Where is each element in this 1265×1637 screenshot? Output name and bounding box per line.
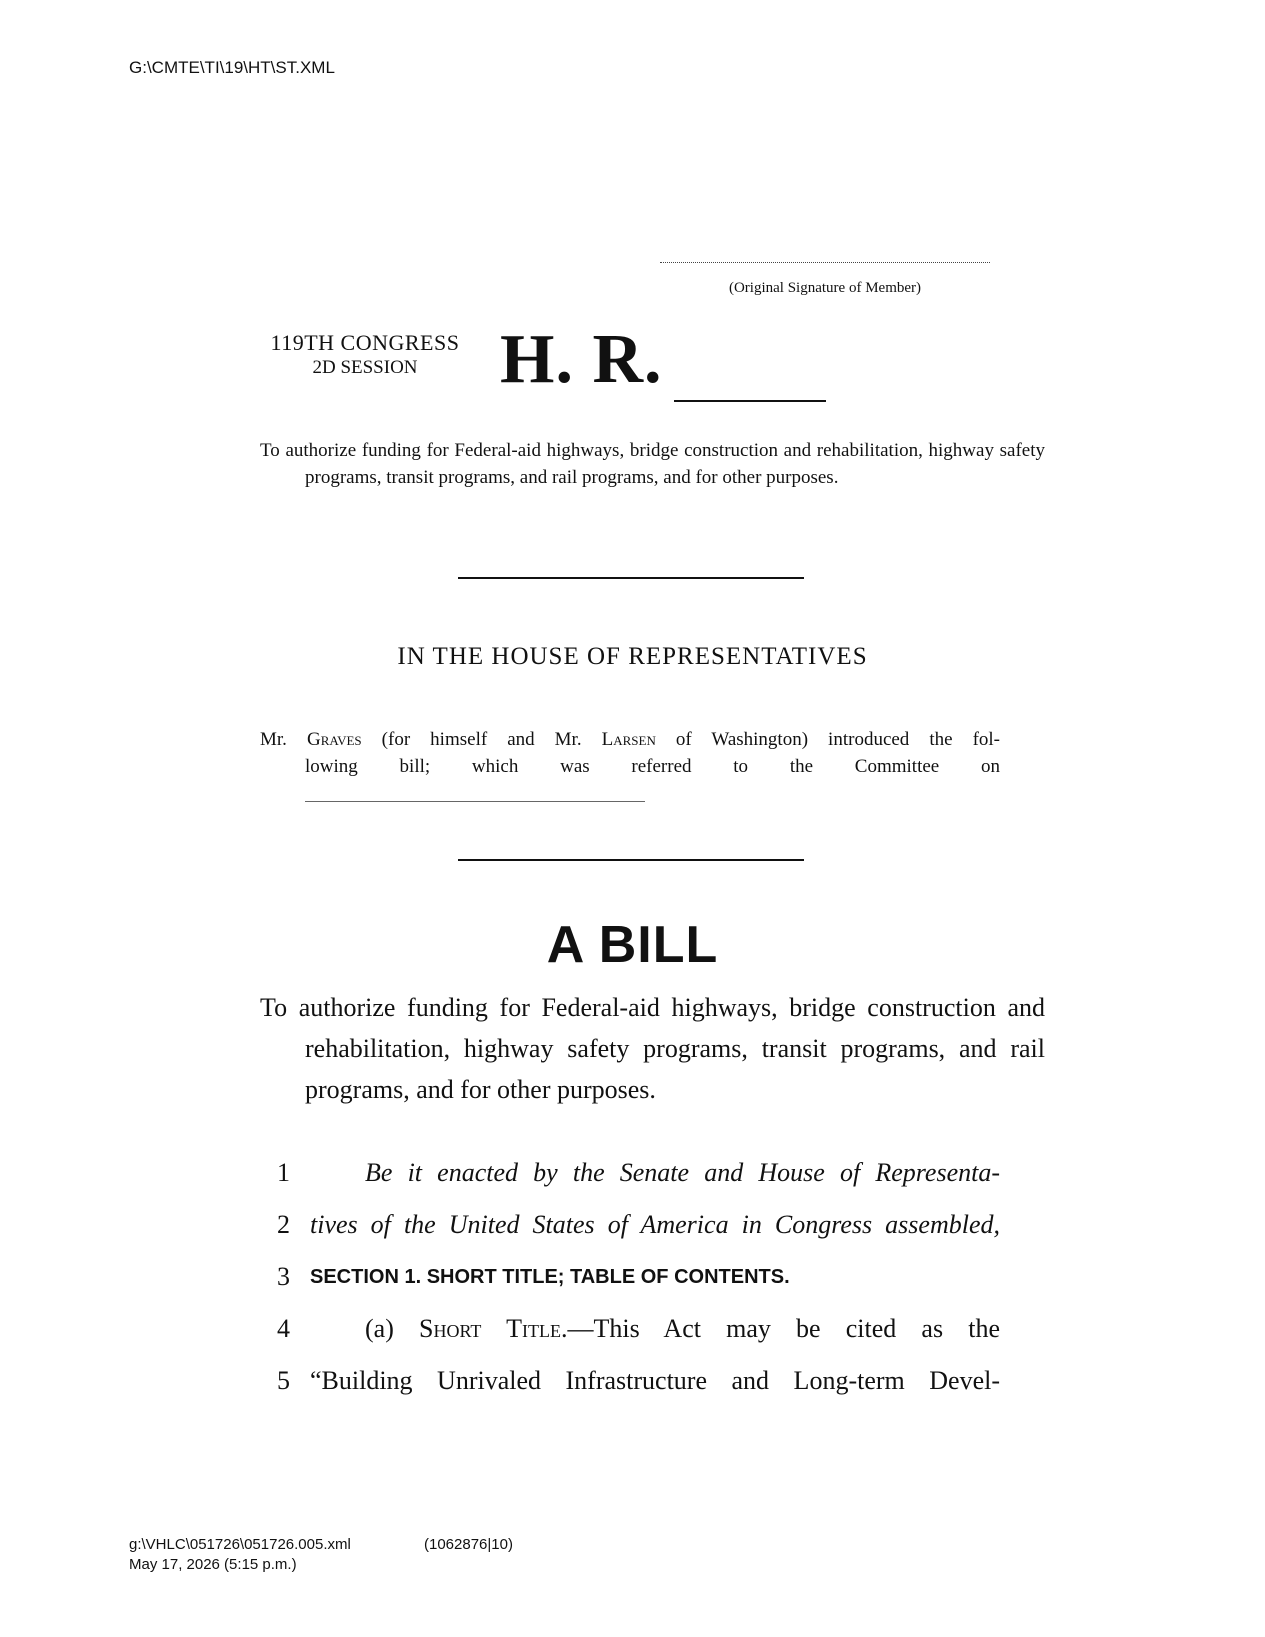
introduction-statement bbox=[260, 726, 1000, 780]
bill-text-line bbox=[260, 1257, 1000, 1297]
congress-number: 119TH CONGRESS bbox=[270, 330, 460, 355]
introduction-line-2: lowing bill; which was referred to the Committee on bbox=[305, 756, 1000, 777]
signature-caption: (Original Signature of Member) bbox=[728, 280, 922, 296]
divider-rule bbox=[458, 859, 804, 861]
signature-line bbox=[660, 262, 990, 263]
intro-suffix: of Washington) introduced the fol- bbox=[675, 729, 1001, 750]
line-number: 2 bbox=[277, 1210, 290, 1239]
line-text: Be it enacted by the Senate and House of Representa- bbox=[365, 1158, 1000, 1187]
session-number: 2D SESSION bbox=[312, 357, 418, 378]
section-heading: SECTION 1. SHORT TITLE; TABLE OF CONTENTS. bbox=[310, 1266, 790, 1288]
chamber-heading: IN THE HOUSE OF REPRESENTATIVES bbox=[397, 643, 868, 670]
intro-middle: (for himself and Mr. bbox=[381, 729, 582, 750]
sponsor-name: Graves bbox=[306, 729, 362, 750]
bill-long-title: To authorize funding for Federal-aid highways, bridge construction and rehabilitation, highway safety programs, transit programs, and rail programs, and for other purposes. bbox=[260, 993, 1045, 1104]
subsection-label: (a) bbox=[365, 1314, 394, 1343]
bill-summary: To authorize funding for Federal-aid highways, bridge construction and rehabilitation, highway safety programs, transit programs, and rail programs, and for other purposes. bbox=[260, 440, 1045, 488]
bill-text-line bbox=[260, 1309, 1000, 1349]
congress-session-block bbox=[250, 330, 480, 380]
bill-text-line bbox=[260, 1205, 1000, 1245]
bill-text-line bbox=[260, 1361, 1000, 1401]
line-text: “Building Unrivaled Infrastructure and Long-term Devel- bbox=[310, 1366, 1000, 1395]
line-number: 1 bbox=[277, 1158, 290, 1187]
line-number: 3 bbox=[277, 1262, 290, 1291]
file-path: G:\CMTE\TI\19\HT\ST.XML bbox=[129, 58, 335, 77]
subsection-text: .—This Act may be cited as the bbox=[560, 1314, 1000, 1343]
line-text: tives of the United States of America in Congress assembled, bbox=[310, 1210, 1000, 1239]
bill-number-blank bbox=[674, 400, 826, 402]
footer-date: May 17, 2026 (5:15 p.m.) bbox=[129, 1556, 297, 1573]
footer-file-path: g:\VHLC\051726\051726.005.xml bbox=[129, 1536, 351, 1553]
divider-rule bbox=[458, 577, 804, 579]
introduction-line-1 bbox=[260, 726, 1000, 753]
subsection-heading: Short Title bbox=[419, 1314, 561, 1343]
cosponsor-name: Larsen bbox=[601, 729, 656, 750]
bill-number-label: H. R. bbox=[500, 321, 663, 398]
bill-text-line bbox=[260, 1153, 1000, 1193]
line-text bbox=[365, 1309, 1000, 1349]
footer-code: (1062876|10) bbox=[424, 1536, 513, 1553]
committee-blank-line bbox=[305, 801, 645, 802]
line-number: 4 bbox=[277, 1314, 290, 1343]
line-number: 5 bbox=[277, 1366, 290, 1395]
bill-heading: A BILL bbox=[546, 916, 719, 974]
intro-prefix: Mr. bbox=[260, 729, 287, 750]
